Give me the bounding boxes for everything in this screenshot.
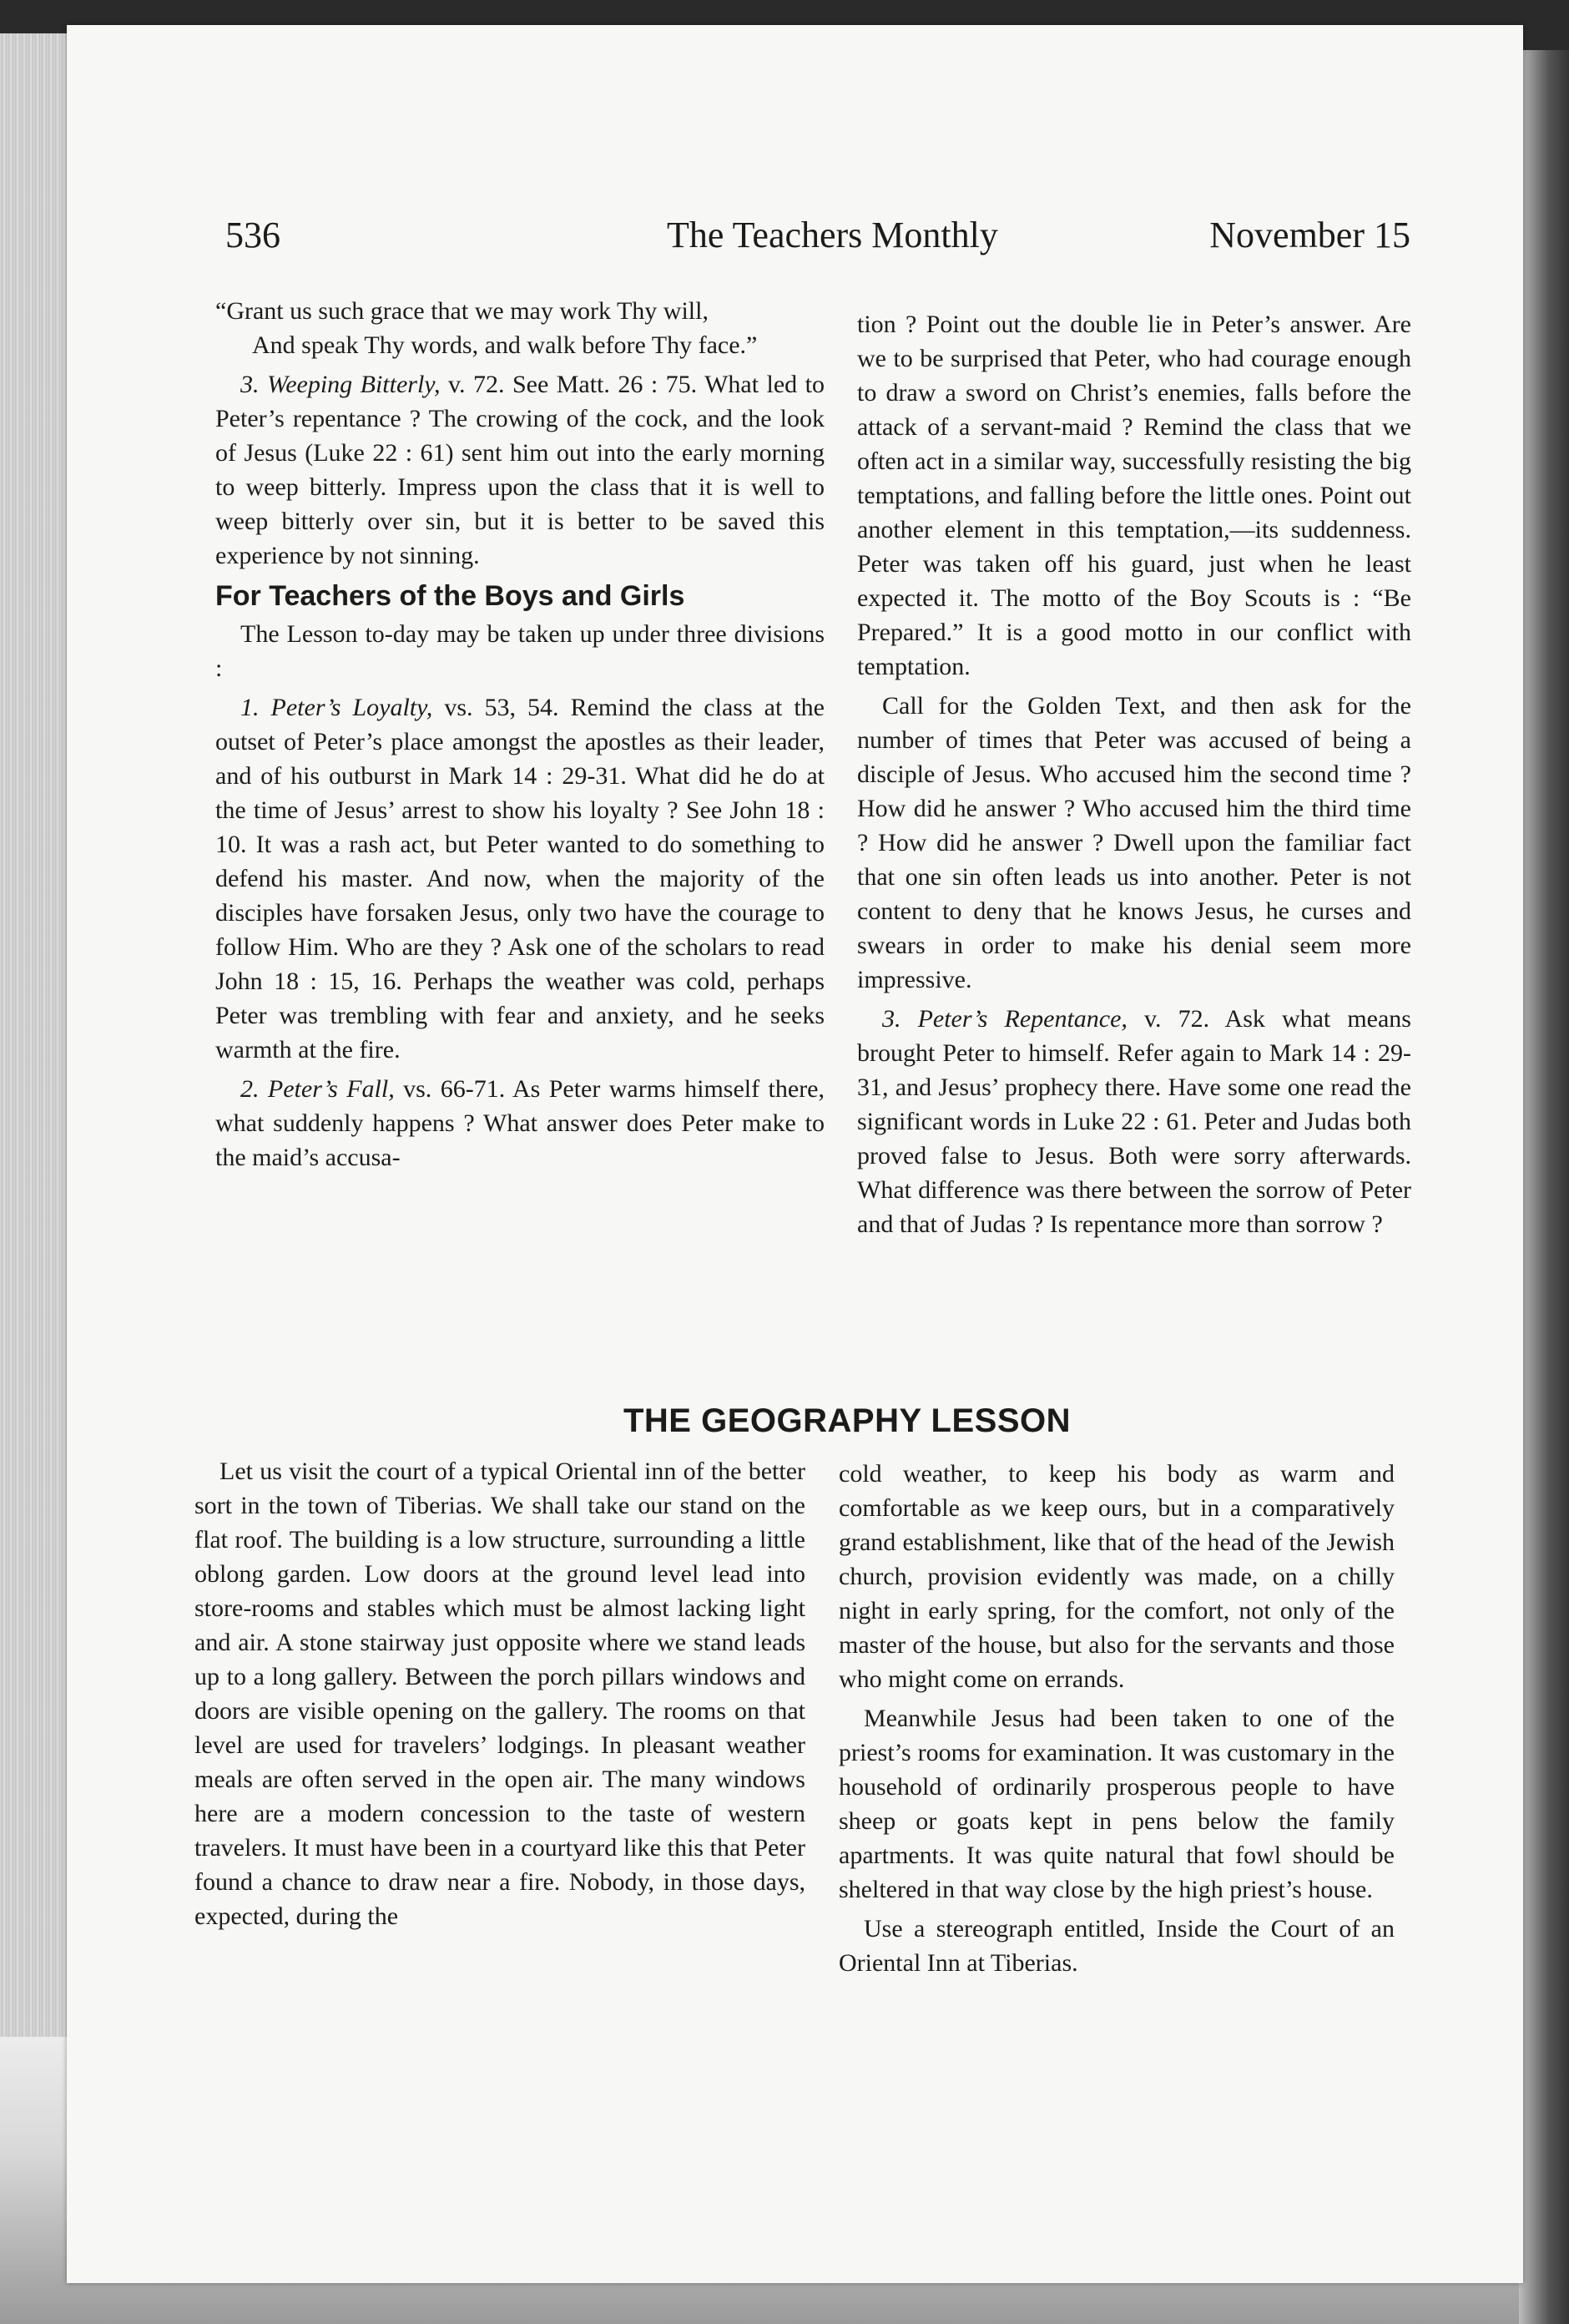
paragraph-text: vs. 53, 54. Remind the class at the outset of Peter’s place amongst the apostles as their leader, and of his outburst in Mark 14 : 29-31. What did he do at the time of Jesus’ arrest to show his loyalty ? See John 18 : 10. It was a rash act, but Peter wanted to do something to defend his master. And now, when the majority of the disciples have forsaken Jesus, only two have the courage to follow Him. Who are they ? Ask one of the scholars to read John 18 : 15, 16. Perhaps the weather was cold, perhaps Peter was trembling with fear and anxiety, and he seeks warmth at the fire. <box>215 694 825 1063</box>
hymn-quote-line-1: “Grant us such grace that we may work Thy will, <box>215 297 709 325</box>
section-heading-text: THE GEOGRAPHY LESSON <box>623 1402 1071 1439</box>
section-heading <box>0 1402 1569 1440</box>
paragraph-oriental-inn: Let us visit the court of a typical Oriental inn of the better sort in the town of Tiberias. We shall take our stand on the flat roof. The building is a low structure, surrounding a little oblong garden. Low doors at the ground level lead into store-rooms and stables which must be almost lacking light and air. A stone stairway just opposite where we stand leads up to a long gallery. Between the porch pillars windows and doors are visible opening on the gallery. The rooms on that level are used for travelers’ lodgings. In pleasant weather meals are often served in the open air. The many windows here are a modern concession to the taste of western travelers. It must have been in a courtyard like this that Peter found a chance to draw near a fire. Nobody, in those days, expected, during the <box>194 1458 805 1930</box>
paragraph-meanwhile: Meanwhile Jesus had been taken to one of the priest’s rooms for examination. It was customary in the household of ordinarily prosperous people to have sheep or goats kept in pens below the family apartments. It was quite natural that fowl should be sheltered in that way close by the high priest’s house. <box>839 1705 1395 1903</box>
paragraph-text: v. 72. See Matt. 26 : 75. What led to Peter’s repentance ? The crowing of the cock, and the look of Jesus (Luke 22 : 61) sent him out into the early morning to weep bitterly. Impress upon the class that it is well to weep bitterly over sin, but it is better to be saved this experience by not sinning. <box>215 371 825 569</box>
page-number: 536 <box>225 215 280 255</box>
paragraph-text: v. 72. Ask what means brought Peter to himself. Refer again to Mark 14 : 29-31, and Jesus’ prophecy there. Have some one read the significant words in Luke 22 : 61. Peter and Judas both proved false to Jesus. Both were sorry afterwards. What difference was there between the sorrow of Peter and that of Judas ? Is repentance more than sorrow ? <box>857 1005 1411 1238</box>
paragraph-intro: The Lesson to-day may be taken up under three divisions : <box>215 620 825 682</box>
running-header <box>225 214 1410 264</box>
paragraph-peters-loyalty <box>215 690 825 1067</box>
paragraph-weeping-bitterly <box>215 367 825 573</box>
paragraph-stereograph: Use a stereograph entitled, Inside the Court of an Oriental Inn at Tiberias. <box>839 1915 1395 1977</box>
paragraph-peters-fall <box>215 1072 825 1175</box>
paragraph-cold-weather: cold weather, to keep his body as warm and comfortable as we keep ours, but in a comparatively grand establishment, like that of the head of the Jewish church, provision evidently was made, on a chilly night in early spring, for the comfort, not only of the master of the house, but also for the servants and those who might come on errands. <box>839 1460 1395 1693</box>
publication-title: The Teachers Monthly <box>667 215 998 255</box>
binding-shadow <box>1519 50 1569 2324</box>
column-bottom-right <box>839 1457 1395 1985</box>
paragraph-peters-repentance <box>857 1002 1411 1241</box>
paragraph-lead: 1. Peter’s Loyalty, <box>240 694 433 721</box>
issue-date: November 15 <box>1209 215 1410 255</box>
column-top-left <box>215 294 825 1180</box>
paragraph-lead: 3. Weeping Bitterly, <box>240 371 441 398</box>
paragraph-lead: 2. Peter’s Fall, <box>240 1075 395 1103</box>
paragraph-golden-text: Call for the Golden Text, and then ask for the number of times that Peter was accused of being a disciple of Jesus. Who accused him the second time ? How did he answer ? Who accused him the third time ? How did he answer ? Dwell upon the familiar fact that one sin often leads us into another. Peter is not content to deny that he knows Jesus, he curses and swears in order to make his denial seem more impressive. <box>857 692 1411 993</box>
column-top-right <box>857 307 1411 1246</box>
subheading-teachers: For Teachers of the Boys and Girls <box>215 580 685 612</box>
paragraph-text: vs. 66-71. As Peter warms himself there, what suddenly happens ? What answer does Peter make to the maid’s accusa- <box>215 1075 825 1171</box>
column-bottom-left <box>194 1454 805 1938</box>
paragraph-continuation: tion ? Point out the double lie in Peter’s answer. Are we to be surprised that Peter, who had courage enough to draw a sword on Christ’s enemies, falls before the attack of a servant-maid ? Remind the class that we often act in a similar way, successfully resisting the big temptations, and falling before the little ones. Point out another element in this temptation,—its suddenness. Peter was taken off his guard, just when he least expected it. The motto of the Boy Scouts is : “Be Prepared.” It is a good motto in our conflict with temptation. <box>857 311 1411 680</box>
paragraph-lead: 3. Peter’s Repentance, <box>882 1005 1128 1033</box>
hymn-quote-line-2: And speak Thy words, and walk before Thy face.” <box>252 331 758 359</box>
